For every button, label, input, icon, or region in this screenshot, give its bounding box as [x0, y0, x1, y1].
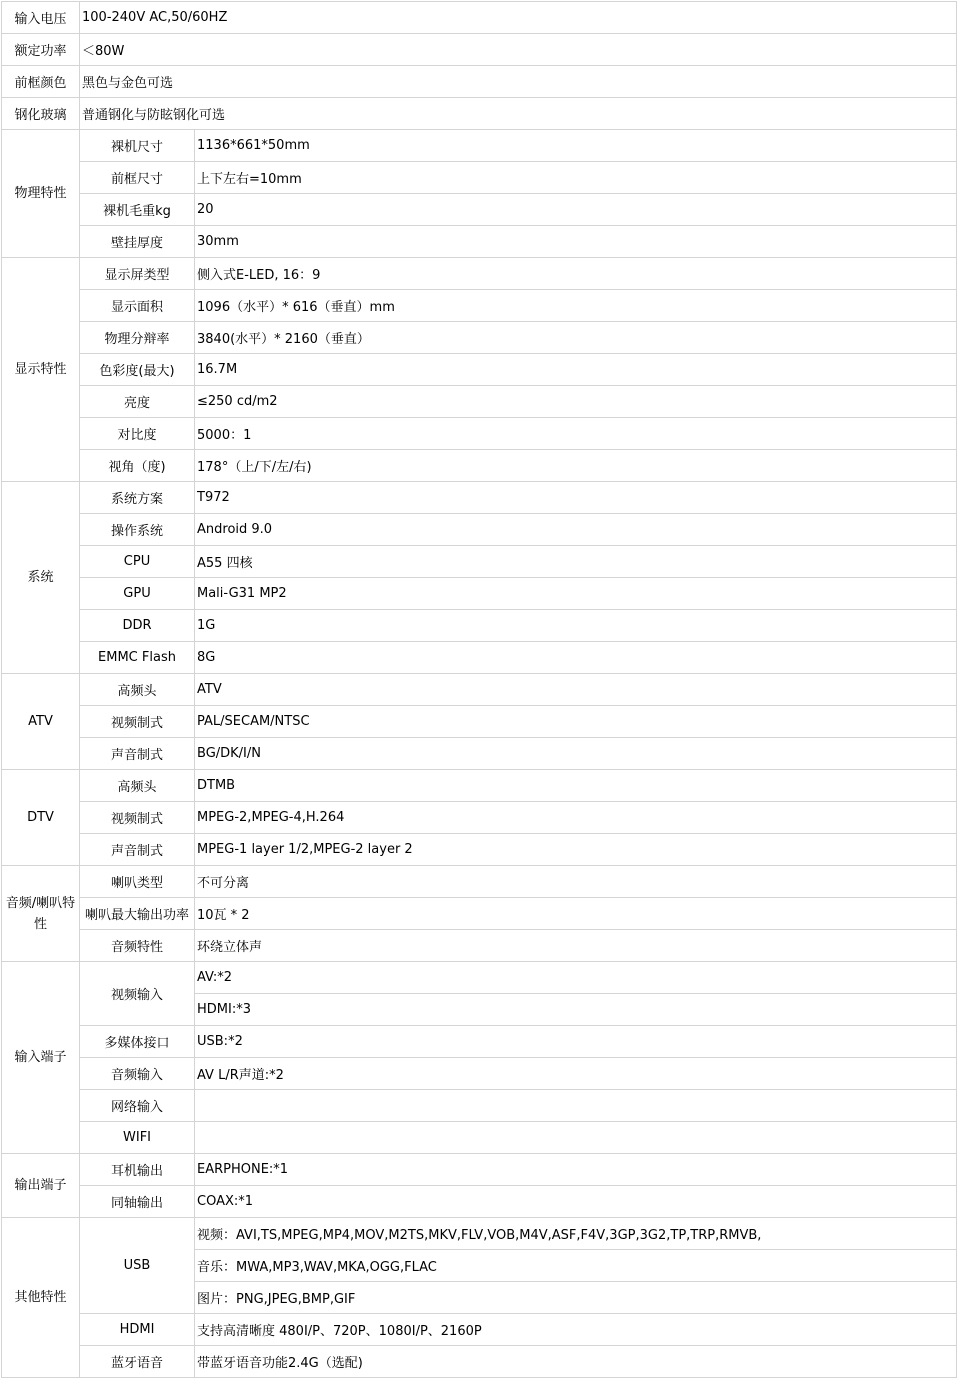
- table-row: [2, 1314, 957, 1346]
- row-value: ＜80W: [80, 34, 957, 66]
- item-value: 30mm: [195, 226, 957, 258]
- item-value: MPEG-2,MPEG-4,H.264: [195, 802, 957, 834]
- item-value: 1096（水平）* 616（垂直）mm: [195, 290, 957, 322]
- group-label-input-ports: 输入端子: [2, 962, 80, 1154]
- row-value: 100-240V AC,50/60HZ: [80, 2, 957, 34]
- row-label: 额定功率: [2, 34, 80, 66]
- table-row: [2, 418, 957, 450]
- item-value: PAL/SECAM/NTSC: [195, 706, 957, 738]
- table-row: [2, 834, 957, 866]
- table-row: [2, 866, 957, 898]
- table-row: [2, 34, 957, 66]
- item-label: GPU: [80, 578, 195, 610]
- item-label: 亮度: [80, 386, 195, 418]
- item-label: 裸机尺寸: [80, 130, 195, 162]
- item-value: 16.7M: [195, 354, 957, 386]
- item-label: 对比度: [80, 418, 195, 450]
- item-label: 高频头: [80, 674, 195, 706]
- item-value: 支持高清晰度 480I/P、720P、1080I/P、2160P: [195, 1314, 957, 1346]
- row-label: 钢化玻璃: [2, 98, 80, 130]
- item-value: 视频：AVI,TS,MPEG,MP4,MOV,M2TS,MKV,FLV,VOB,M4V,ASF,F4V,3GP,3G2,TP,TRP,RMVB,: [195, 1218, 957, 1250]
- table-row: [2, 578, 957, 610]
- table-row: [2, 1186, 957, 1218]
- item-value: 图片：PNG,JPEG,BMP,GIF: [195, 1282, 957, 1314]
- row-label: 输入电压: [2, 2, 80, 34]
- item-value: 音乐：MWA,MP3,WAV,MKA,OGG,FLAC: [195, 1250, 957, 1282]
- item-label: 色彩度(最大): [80, 354, 195, 386]
- table-row: [2, 2, 957, 34]
- item-label: USB: [80, 1218, 195, 1314]
- table-row: [2, 930, 957, 962]
- table-row: [2, 322, 957, 354]
- item-value: COAX:*1: [195, 1186, 957, 1218]
- item-value: USB:*2: [195, 1026, 957, 1058]
- table-row: [2, 962, 957, 994]
- item-value: Android 9.0: [195, 514, 957, 546]
- item-label: 高频头: [80, 770, 195, 802]
- item-label: 喇叭最大输出功率: [80, 898, 195, 930]
- table-row: [2, 98, 957, 130]
- table-row: [2, 258, 957, 290]
- item-value: ≤250 cd/m2: [195, 386, 957, 418]
- item-label: 声音制式: [80, 738, 195, 770]
- item-value: 环绕立体声: [195, 930, 957, 962]
- table-row: [2, 354, 957, 386]
- table-row: [2, 1218, 957, 1250]
- item-value: 178°（上/下/左/右): [195, 450, 957, 482]
- table-row: [2, 226, 957, 258]
- table-row: [2, 386, 957, 418]
- item-label: 喇叭类型: [80, 866, 195, 898]
- item-label: 显示屏类型: [80, 258, 195, 290]
- table-row: [2, 706, 957, 738]
- table-row: [2, 1122, 957, 1154]
- group-label-atv: ATV: [2, 674, 80, 770]
- item-value: 20: [195, 194, 957, 226]
- item-value: 侧入式E-LED, 16：9: [195, 258, 957, 290]
- item-label: 声音制式: [80, 834, 195, 866]
- row-value: 普通钢化与防眩钢化可选: [80, 98, 957, 130]
- group-label-audio: 音频/喇叭特性: [2, 866, 80, 962]
- table-row: [2, 1346, 957, 1378]
- item-value: 5000：1: [195, 418, 957, 450]
- item-value: A55 四核: [195, 546, 957, 578]
- table-row: [2, 162, 957, 194]
- item-value: BG/DK/I/N: [195, 738, 957, 770]
- group-label-physical: 物理特性: [2, 130, 80, 258]
- group-label-other: 其他特性: [2, 1218, 80, 1378]
- table-row: [2, 514, 957, 546]
- item-label: 壁挂厚度: [80, 226, 195, 258]
- table-row: [2, 898, 957, 930]
- item-value: ATV: [195, 674, 957, 706]
- item-label: 裸机毛重kg: [80, 194, 195, 226]
- item-value: 10瓦 * 2: [195, 898, 957, 930]
- table-row: [2, 546, 957, 578]
- item-label: HDMI: [80, 1314, 195, 1346]
- item-value: 3840(水平）* 2160（垂直）: [195, 322, 957, 354]
- item-label: 耳机输出: [80, 1154, 195, 1186]
- item-value: HDMI:*3: [195, 994, 957, 1026]
- item-label: 视频制式: [80, 706, 195, 738]
- item-label: WIFI: [80, 1122, 195, 1154]
- table-row: [2, 482, 957, 514]
- item-label: 视频输入: [80, 962, 195, 1026]
- item-label: 显示面积: [80, 290, 195, 322]
- item-value: Mali-G31 MP2: [195, 578, 957, 610]
- item-label: 视频制式: [80, 802, 195, 834]
- item-label: 音频特性: [80, 930, 195, 962]
- item-value: T972: [195, 482, 957, 514]
- table-row: [2, 130, 957, 162]
- table-row: [2, 770, 957, 802]
- item-value: DTMB: [195, 770, 957, 802]
- table-row: [2, 642, 957, 674]
- item-value: 1G: [195, 610, 957, 642]
- item-value: AV:*2: [195, 962, 957, 994]
- group-label-output-ports: 输出端子: [2, 1154, 80, 1218]
- spec-table: [1, 1, 957, 1378]
- item-label: 视角（度): [80, 450, 195, 482]
- item-label: CPU: [80, 546, 195, 578]
- table-row: [2, 450, 957, 482]
- item-label: 同轴输出: [80, 1186, 195, 1218]
- item-value: [195, 1122, 957, 1154]
- item-label: 音频输入: [80, 1058, 195, 1090]
- item-value: AV L/R声道:*2: [195, 1058, 957, 1090]
- table-row: [2, 66, 957, 98]
- item-value: 1136*661*50mm: [195, 130, 957, 162]
- item-label: 多媒体接口: [80, 1026, 195, 1058]
- item-label: 系统方案: [80, 482, 195, 514]
- item-label: 操作系统: [80, 514, 195, 546]
- group-label-system: 系统: [2, 482, 80, 674]
- table-row: [2, 802, 957, 834]
- item-label: DDR: [80, 610, 195, 642]
- table-row: [2, 290, 957, 322]
- table-row: [2, 1058, 957, 1090]
- item-value: 8G: [195, 642, 957, 674]
- item-value: 上下左右=10mm: [195, 162, 957, 194]
- group-label-display: 显示特性: [2, 258, 80, 482]
- item-value: 不可分离: [195, 866, 957, 898]
- table-row: [2, 194, 957, 226]
- row-value: 黑色与金色可选: [80, 66, 957, 98]
- item-value: 带蓝牙语音功能2.4G（选配): [195, 1346, 957, 1378]
- group-label-dtv: DTV: [2, 770, 80, 866]
- item-label: 前框尺寸: [80, 162, 195, 194]
- table-row: [2, 1090, 957, 1122]
- table-row: [2, 1154, 957, 1186]
- item-label: EMMC Flash: [80, 642, 195, 674]
- table-row: [2, 738, 957, 770]
- table-row: [2, 1026, 957, 1058]
- item-label: 物理分辩率: [80, 322, 195, 354]
- item-value: [195, 1090, 957, 1122]
- item-label: 网络输入: [80, 1090, 195, 1122]
- row-label: 前框颜色: [2, 66, 80, 98]
- table-row: [2, 674, 957, 706]
- item-value: EARPHONE:*1: [195, 1154, 957, 1186]
- item-value: MPEG-1 layer 1/2,MPEG-2 layer 2: [195, 834, 957, 866]
- table-row: [2, 610, 957, 642]
- item-label: 蓝牙语音: [80, 1346, 195, 1378]
